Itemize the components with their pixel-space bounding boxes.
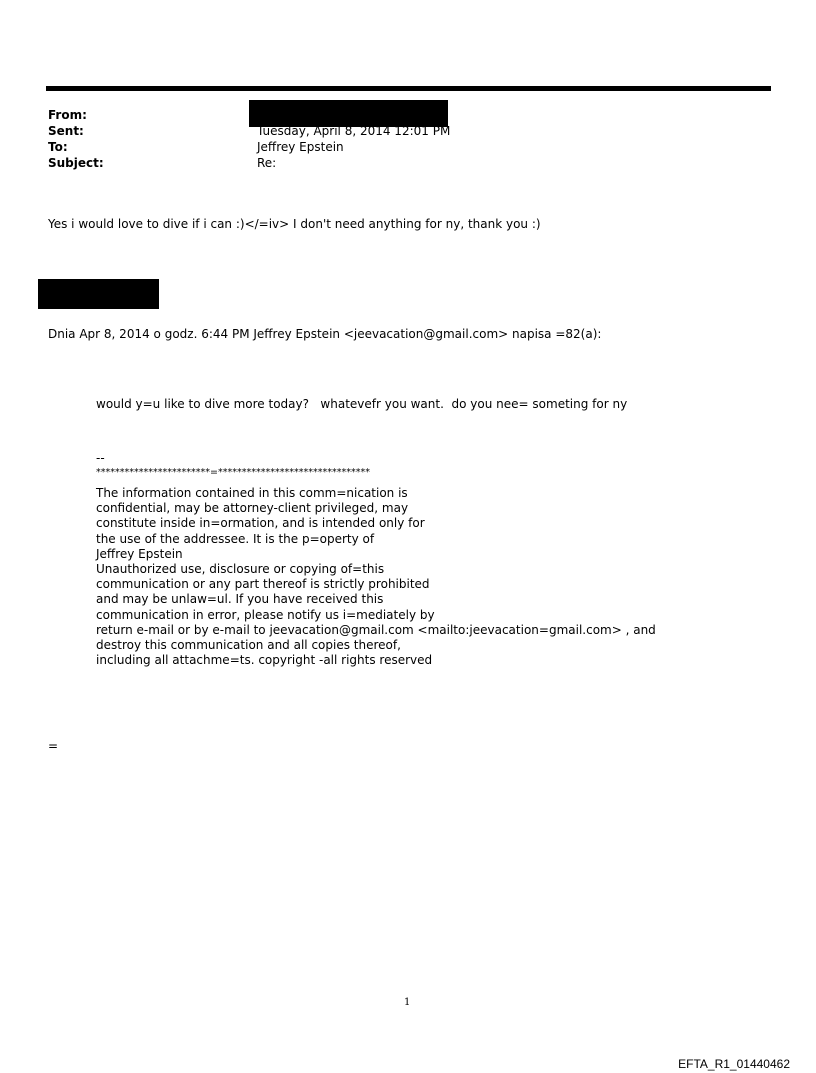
reply-body: Yes i would love to dive if i can :)</=iv> I don't need anything for ny, thank you :) [48, 217, 541, 231]
disclaimer-line: Jeffrey Epstein [96, 546, 183, 561]
disclaimer-line: communication in error, please notify us i=mediately by [96, 607, 435, 622]
bates-number: EFTA_R1_01440462 [678, 1057, 790, 1071]
disclaimer-line: The information contained in this comm=nication is [96, 486, 408, 500]
to-label: To: [48, 140, 68, 154]
subject-row [48, 155, 548, 171]
subject-label: Subject: [48, 156, 104, 170]
signature-dash: -- [96, 451, 105, 465]
disclaimer [96, 486, 656, 668]
disclaimer-line: Unauthorized use, disclosure or copying of=this [96, 562, 385, 577]
email-header [48, 107, 548, 171]
trailing-equals: = [48, 739, 59, 753]
from-label: From: [48, 108, 87, 122]
disclaimer-line: confidential, may be attorney-client privileged, may [96, 501, 409, 516]
from-row [48, 107, 548, 123]
disclaimer-line: the use of the addressee. It is the p=operty of [96, 531, 375, 546]
header-rule [46, 86, 771, 91]
page-number: 1 [404, 997, 411, 1008]
to-row [48, 139, 548, 155]
to-value: Jeffrey Epstein [257, 140, 344, 154]
signature-stars: ************************=******************************** [96, 467, 370, 478]
sent-row [48, 123, 548, 139]
quoted-body: would y=u like to dive more today? whatevefr you want. do you nee= someting for ny [96, 397, 628, 411]
disclaimer-line: return e-mail or by e-mail to jeevacation@gmail.com <mailto:jeevacation=gmail.com> , and [96, 622, 656, 637]
disclaimer-line: communication or any part thereof is strictly prohibited [96, 577, 430, 592]
disclaimer-line: destroy this communication and all copies thereof, [96, 638, 401, 653]
sent-value: Tuesday, April 8, 2014 12:01 PM [257, 124, 451, 138]
subject-value: Re: [257, 156, 277, 170]
sent-label: Sent: [48, 124, 84, 138]
disclaimer-line: including all attachme=ts. copyright -all rights reserved [96, 653, 433, 668]
redaction-block-signature [38, 279, 159, 309]
disclaimer-line: constitute inside in=ormation, and is intended only for [96, 516, 425, 531]
quote-header: Dnia Apr 8, 2014 o godz. 6:44 PM Jeffrey Epstein <jeevacation@gmail.com> napisa =82(a): [48, 327, 602, 341]
disclaimer-line: and may be unlaw=ul. If you have received this [96, 592, 384, 607]
